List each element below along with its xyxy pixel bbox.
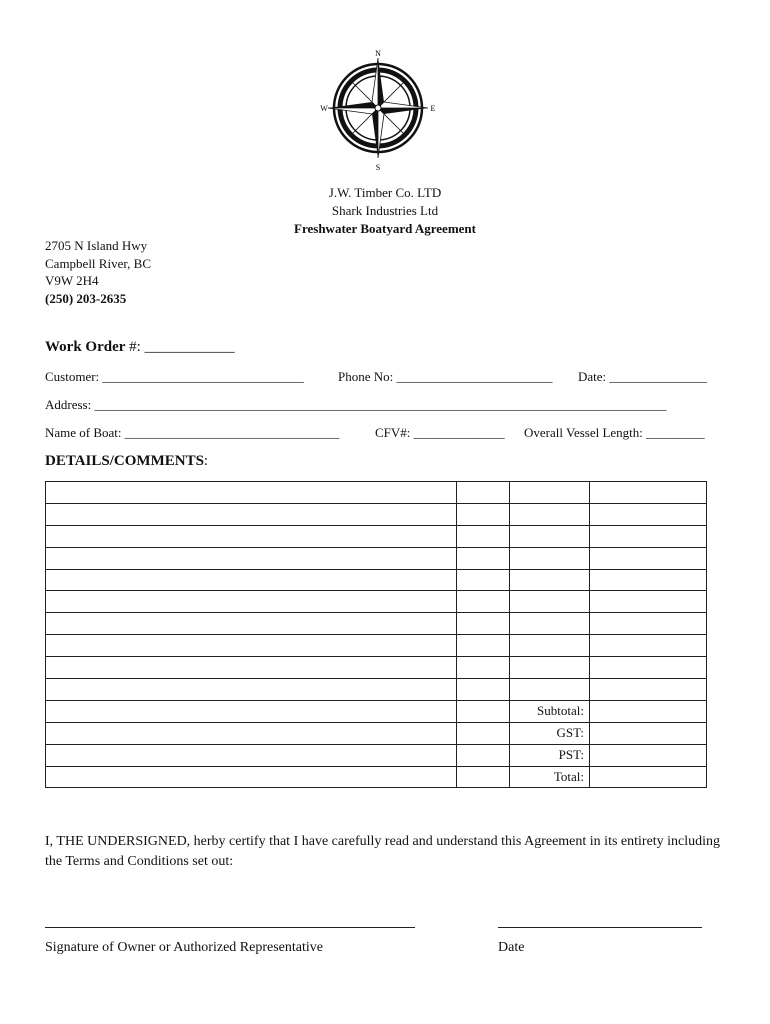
table-row xyxy=(46,613,707,635)
table-cell[interactable] xyxy=(590,613,707,635)
gst-value[interactable] xyxy=(590,722,707,744)
company-name-1: J.W. Timber Co. LTD xyxy=(328,185,442,200)
table-cell[interactable] xyxy=(46,547,457,569)
details-colon: : xyxy=(203,453,209,469)
table-row xyxy=(46,591,707,613)
table-cell[interactable] xyxy=(510,547,590,569)
table-cell[interactable] xyxy=(510,569,590,591)
table-cell[interactable] xyxy=(46,569,457,591)
table-cell[interactable] xyxy=(457,766,510,788)
owner-signature-label: Signature of Owner or Authorized Representative xyxy=(45,940,323,955)
details-heading xyxy=(45,453,208,470)
address-field[interactable]: Address: ________________________________________________________________________________________ xyxy=(45,397,667,412)
vessel-length-field[interactable]: Overall Vessel Length: _________ xyxy=(524,425,705,440)
table-cell[interactable] xyxy=(457,547,510,569)
owner-signature-line[interactable] xyxy=(45,927,415,928)
table-cell[interactable] xyxy=(46,744,457,766)
details-label: DETAILS/COMMENTS xyxy=(45,453,204,469)
table-cell[interactable] xyxy=(590,657,707,679)
table-cell[interactable] xyxy=(457,569,510,591)
address-line-1: 2705 N Island Hwy xyxy=(45,238,148,253)
company-phone: (250) 203-2635 xyxy=(45,291,127,306)
table-cell[interactable] xyxy=(510,503,590,525)
table-cell[interactable] xyxy=(46,525,457,547)
table-row xyxy=(46,679,707,701)
table-cell[interactable] xyxy=(590,525,707,547)
table-row xyxy=(46,744,707,766)
table-cell[interactable] xyxy=(457,657,510,679)
table-row xyxy=(46,482,707,504)
table-cell[interactable] xyxy=(590,591,707,613)
table-cell[interactable] xyxy=(510,679,590,701)
table-cell[interactable] xyxy=(46,503,457,525)
date-field[interactable]: Date: _______________ xyxy=(578,369,707,384)
date-signature-label: Date xyxy=(498,940,525,955)
table-row xyxy=(46,547,707,569)
table-cell[interactable] xyxy=(457,591,510,613)
table-cell[interactable] xyxy=(590,547,707,569)
table-cell[interactable] xyxy=(457,613,510,635)
table-row xyxy=(46,503,707,525)
work-order-blank: #: ____________ xyxy=(125,339,235,355)
table-row xyxy=(46,657,707,679)
table-cell[interactable] xyxy=(457,744,510,766)
table-cell[interactable] xyxy=(457,503,510,525)
table-cell[interactable] xyxy=(590,482,707,504)
compass-north-label: N xyxy=(375,49,381,58)
document-title: Freshwater Boatyard Agreement xyxy=(294,221,476,236)
table-cell[interactable] xyxy=(457,635,510,657)
pst-value[interactable] xyxy=(590,744,707,766)
pst-label: PST: xyxy=(510,744,590,766)
table-cell[interactable] xyxy=(46,591,457,613)
table-cell[interactable] xyxy=(457,679,510,701)
table-cell[interactable] xyxy=(457,482,510,504)
gst-label: GST: xyxy=(510,722,590,744)
table-cell[interactable] xyxy=(46,657,457,679)
table-cell[interactable] xyxy=(46,482,457,504)
table-row xyxy=(46,700,707,722)
boat-name-field[interactable]: Name of Boat: _________________________________ xyxy=(45,425,340,440)
subtotal-label: Subtotal: xyxy=(510,700,590,722)
certification-statement: I, THE UNDERSIGNED, herby certify that I have carefully read and understand this Agreement in its entirety including the Terms and Conditions set out: xyxy=(45,834,721,869)
table-cell[interactable] xyxy=(46,635,457,657)
table-cell[interactable] xyxy=(590,679,707,701)
table-cell[interactable] xyxy=(510,657,590,679)
date-signature-line[interactable] xyxy=(498,927,702,928)
table-cell[interactable] xyxy=(46,613,457,635)
details-table xyxy=(45,481,707,788)
table-row xyxy=(46,766,707,788)
cfv-field[interactable]: CFV#: ______________ xyxy=(375,425,505,440)
total-value[interactable] xyxy=(590,766,707,788)
compass-rose-icon xyxy=(318,46,438,174)
table-cell[interactable] xyxy=(46,679,457,701)
table-row xyxy=(46,722,707,744)
table-cell[interactable] xyxy=(457,700,510,722)
subtotal-value[interactable] xyxy=(590,700,707,722)
table-cell[interactable] xyxy=(590,569,707,591)
table-cell[interactable] xyxy=(510,613,590,635)
table-cell[interactable] xyxy=(510,482,590,504)
table-cell[interactable] xyxy=(457,525,510,547)
table-row xyxy=(46,569,707,591)
compass-east-label: E xyxy=(430,104,436,113)
total-label: Total: xyxy=(510,766,590,788)
company-name-2: Shark Industries Ltd xyxy=(331,203,439,218)
address-line-3: V9W 2H4 xyxy=(45,273,99,288)
work-order-field[interactable] xyxy=(45,339,235,356)
table-cell[interactable] xyxy=(510,591,590,613)
table-row xyxy=(46,635,707,657)
compass-west-label: W xyxy=(320,104,328,113)
table-row xyxy=(46,525,707,547)
table-cell[interactable] xyxy=(590,635,707,657)
work-order-label: Work Order xyxy=(45,339,126,355)
table-cell[interactable] xyxy=(510,525,590,547)
table-cell[interactable] xyxy=(457,722,510,744)
compass-south-label: S xyxy=(375,163,381,172)
table-cell[interactable] xyxy=(46,700,457,722)
table-cell[interactable] xyxy=(46,722,457,744)
table-cell[interactable] xyxy=(590,503,707,525)
phone-field[interactable]: Phone No: ________________________ xyxy=(338,369,553,384)
table-cell[interactable] xyxy=(46,766,457,788)
table-cell[interactable] xyxy=(510,635,590,657)
address-line-2: Campbell River, BC xyxy=(45,256,151,271)
customer-field[interactable]: Customer: _______________________________ xyxy=(45,369,304,384)
